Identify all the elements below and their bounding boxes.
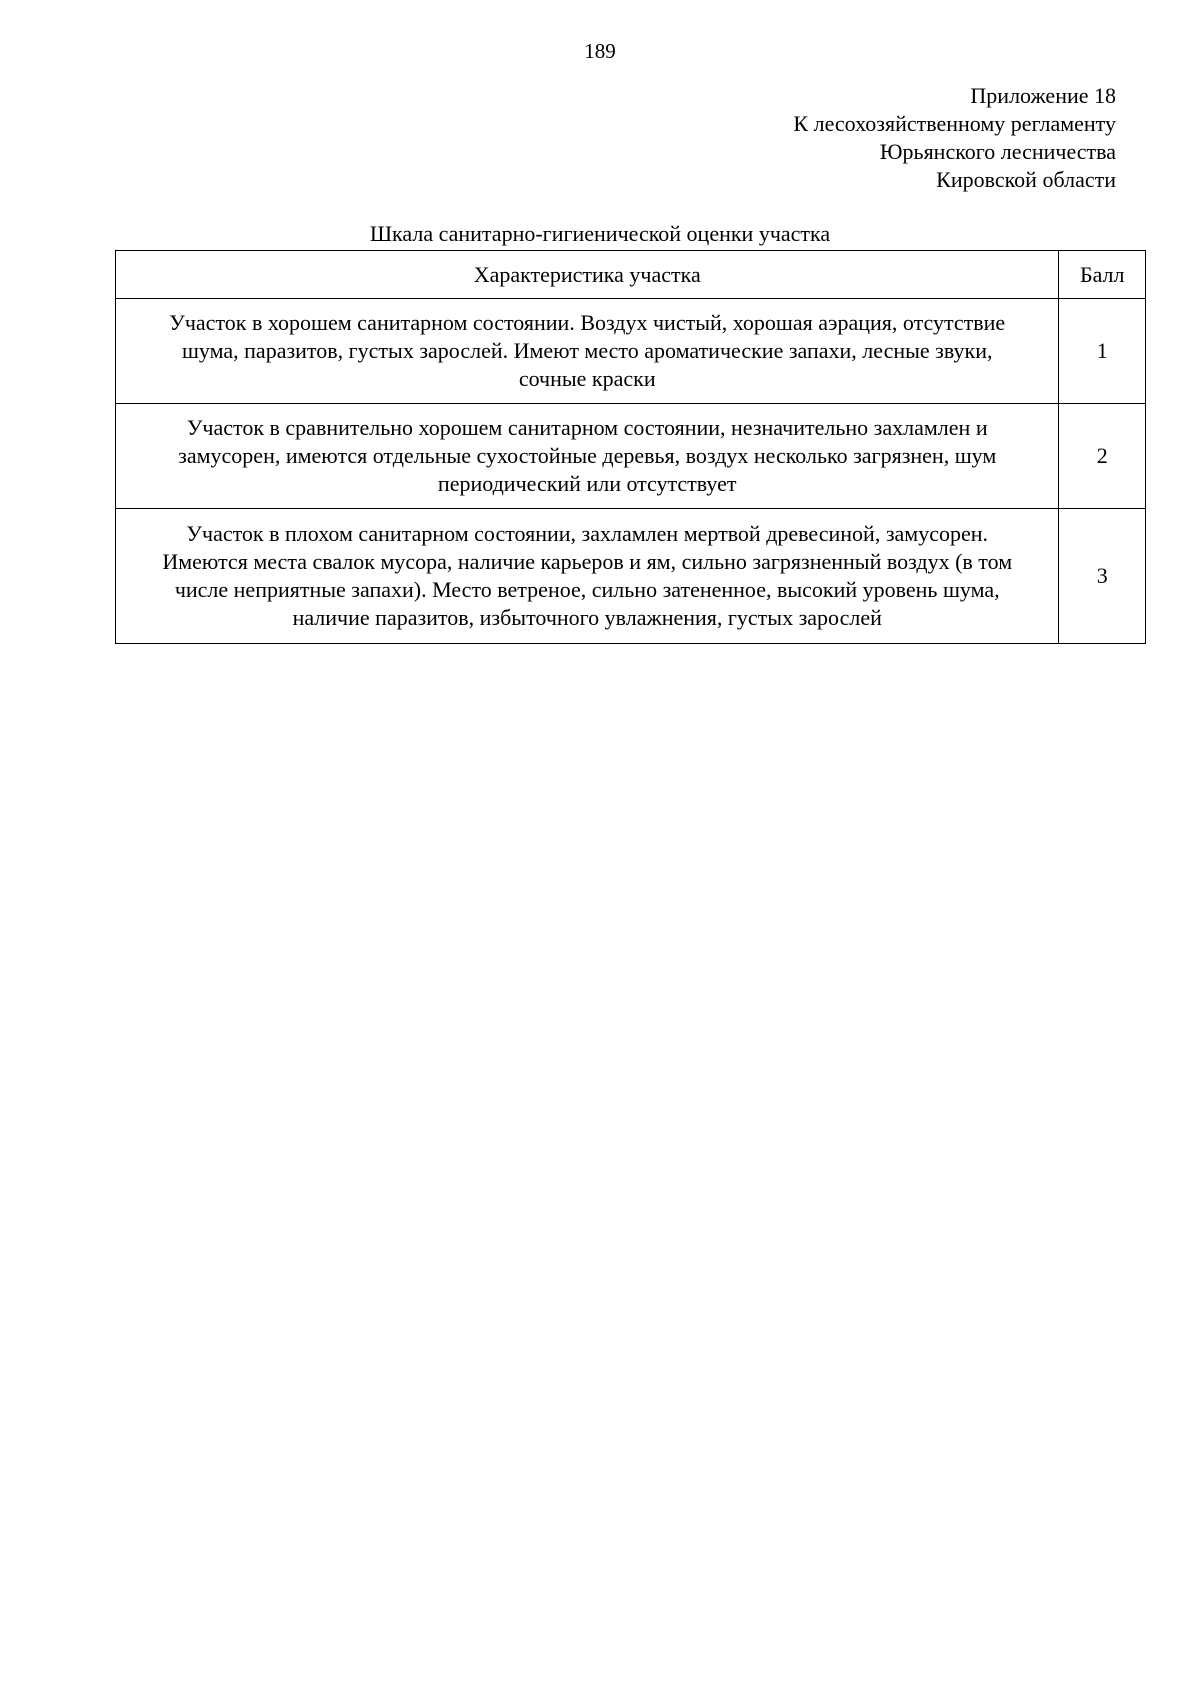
row-line: сочные краски [518, 366, 656, 391]
row-characteristic [116, 509, 1059, 644]
appendix-note [793, 82, 1116, 194]
row-characteristic [116, 299, 1059, 404]
row-score: 3 [1059, 509, 1146, 644]
row-line: Участок в сравнительно хорошем санитарном состоянии, незначительно захламлен и [186, 415, 988, 440]
row-line: периодический или отсутствует [437, 471, 737, 496]
appendix-line: К лесохозяйственному регламенту [793, 111, 1116, 136]
row-score: 2 [1059, 404, 1146, 509]
table-row [116, 509, 1146, 644]
row-line: шума, паразитов, густых зарослей. Имеют место ароматические запахи, лесные звуки, [181, 338, 993, 363]
row-line: Участок в хорошем санитарном состоянии. Воздух чистый, хорошая аэрация, отсутствие [169, 310, 1006, 335]
appendix-line: Кировской области [936, 167, 1116, 192]
header-score: Балл [1059, 251, 1146, 299]
header-characteristic: Характеристика участка [116, 251, 1059, 299]
row-line: числе неприятные запахи). Место ветреное, сильно затененное, высокий уровень шума, [174, 577, 1000, 602]
table-title: Шкала санитарно-гигиенической оценки участка [369, 221, 831, 246]
row-characteristic [116, 404, 1059, 509]
sanitary-scale-table [115, 250, 1146, 644]
row-line: Участок в плохом санитарном состоянии, захламлен мертвой древесиной, замусорен. [186, 521, 989, 546]
appendix-line: Юрьянского лесничества [879, 139, 1116, 164]
row-line: замусорен, имеются отдельные сухостойные деревья, воздух несколько загрязнен, шум [178, 443, 997, 468]
table-row [116, 299, 1146, 404]
table-header-row [116, 251, 1146, 299]
row-line: наличие паразитов, избыточного увлажнения, густых зарослей [292, 605, 882, 630]
row-score: 1 [1059, 299, 1146, 404]
appendix-line: Приложение 18 [970, 83, 1116, 108]
table-row [116, 404, 1146, 509]
page-number: 189 [584, 39, 616, 63]
row-line: Имеются места свалок мусора, наличие карьеров и ям, сильно загрязненный воздух (в том [162, 549, 1013, 574]
